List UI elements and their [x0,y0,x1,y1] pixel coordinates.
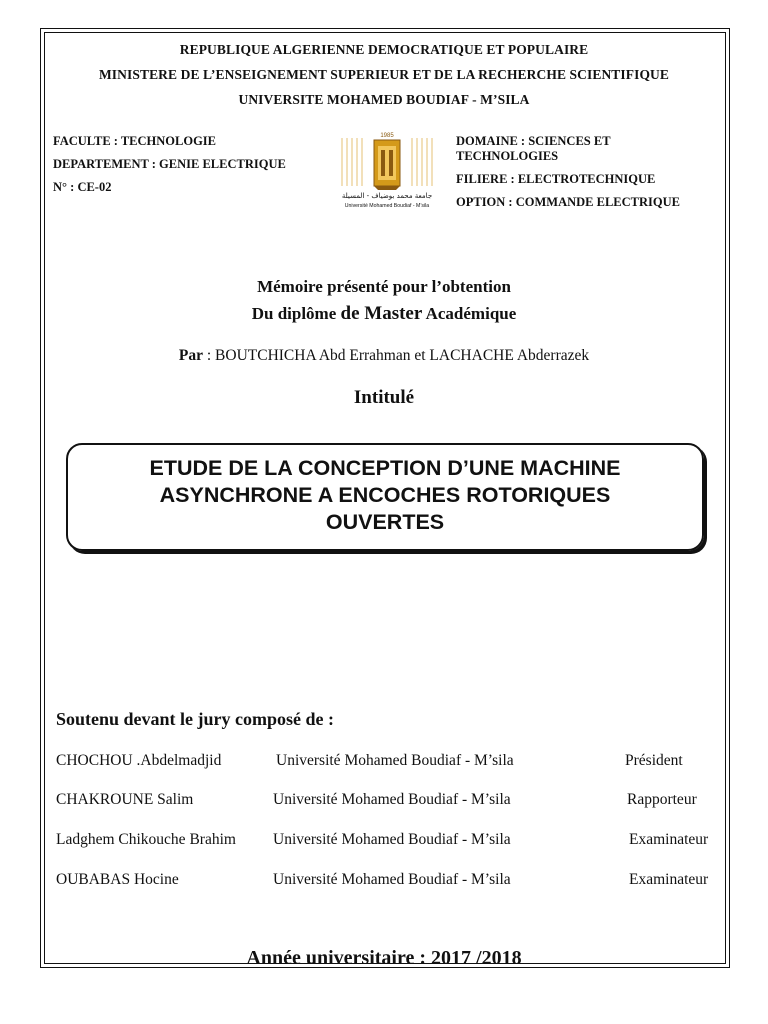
master-label: de Master [340,303,423,324]
numero-label: N° : CE-02 [53,180,112,194]
jury-member-role: Rapporteur [627,791,697,808]
logo-year: 1985 [380,133,394,139]
academique-label: Académique [422,304,517,323]
academic-year: Année universitaire : 2017 /2018 [246,947,522,969]
domaine-label-cont: TECHNOLOGIES [456,149,559,163]
jury-member-univ-text: Université Mohamed Boudiaf - [273,791,472,808]
jury-member-row [0,871,768,891]
jury-member-name: CHAKROUNE Salim [56,791,194,808]
university-title: UNIVERSITE MOHAMED BOUDIAF - M’SILA [238,92,530,107]
thesis-title-line2: ASYNCHRONE A ENCOCHES ROTORIQUES [159,483,611,507]
jury-member-university [273,791,511,809]
logo-arabic-name: جامعة محمد بوضياف - المسيلة [341,192,433,200]
logo-latin-name: Université Mohamed Boudiaf - M’sila [344,203,430,209]
jury-member-city: M’sila [471,871,511,888]
filiere-label: FILIERE : ELECTROTECHNIQUE [456,172,656,186]
jury-member-univ-text: Université Mohamed Boudiaf - [276,752,475,769]
domaine-label: DOMAINE : SCIENCES ET [456,134,611,148]
jury-heading: Soutenu devant le jury composé de : [56,709,334,729]
jury-member-city: M’sila [474,752,514,769]
option-label: OPTION : COMMANDE ELECTRIQUE [456,195,680,209]
jury-member-row [0,831,768,851]
left-info-block [53,134,286,195]
authors-names: : BOUTCHICHA Abd Errahman et LACHACHE Abderrazek [202,347,590,364]
jury-member-row [0,752,768,772]
memoire-line2 [0,303,768,325]
jury-member-role: Examinateur [629,831,709,848]
right-info-block [456,134,680,210]
intitule-label: Intitulé [353,387,415,408]
jury-member-role: Examinateur [629,871,709,888]
jury-member-role: Président [625,752,683,769]
republic-title: REPUBLIQUE ALGERIENNE DEMOCRATIQUE ET POPULAIRE [179,42,589,57]
thesis-title-line1: ETUDE DE LA CONCEPTION D’UNE MACHINE [149,456,621,480]
memoire-line1: Mémoire présenté pour l’obtention [257,277,511,296]
ministry-title: MINISTERE DE L’ENSEIGNEMENT SUPERIEUR ET DE LA RECHERCHE SCIENTIFIQUE [98,67,670,82]
thesis-title-line3: OUVERTES [325,510,445,534]
jury-member-univ-text: Université Mohamed Boudiaf - [273,871,472,888]
jury-member-name: Ladghem Chikouche Brahim [56,831,236,848]
departement-label: DEPARTEMENT : GENIE ELECTRIQUE [53,157,286,171]
thesis-title [66,455,704,536]
diplome-prefix: Du diplôme [251,304,341,323]
university-logo-emblem [334,130,440,210]
jury-member-university [273,831,511,849]
jury-member-university [273,871,511,889]
authors-line [0,347,768,365]
jury-member-university [276,752,514,770]
jury-member-name: CHOCHOU .Abdelmadjid [56,752,222,769]
jury-member-city: M’sila [471,831,511,848]
university-logo [334,130,440,210]
faculte-label: FACULTE : TECHNOLOGIE [53,134,217,148]
jury-member-city: M’sila [471,791,511,808]
jury-member-name: OUBABAS Hocine [56,871,179,888]
jury-member-row [0,791,768,811]
par-label: Par [178,347,203,364]
jury-member-univ-text: Université Mohamed Boudiaf - [273,831,472,848]
